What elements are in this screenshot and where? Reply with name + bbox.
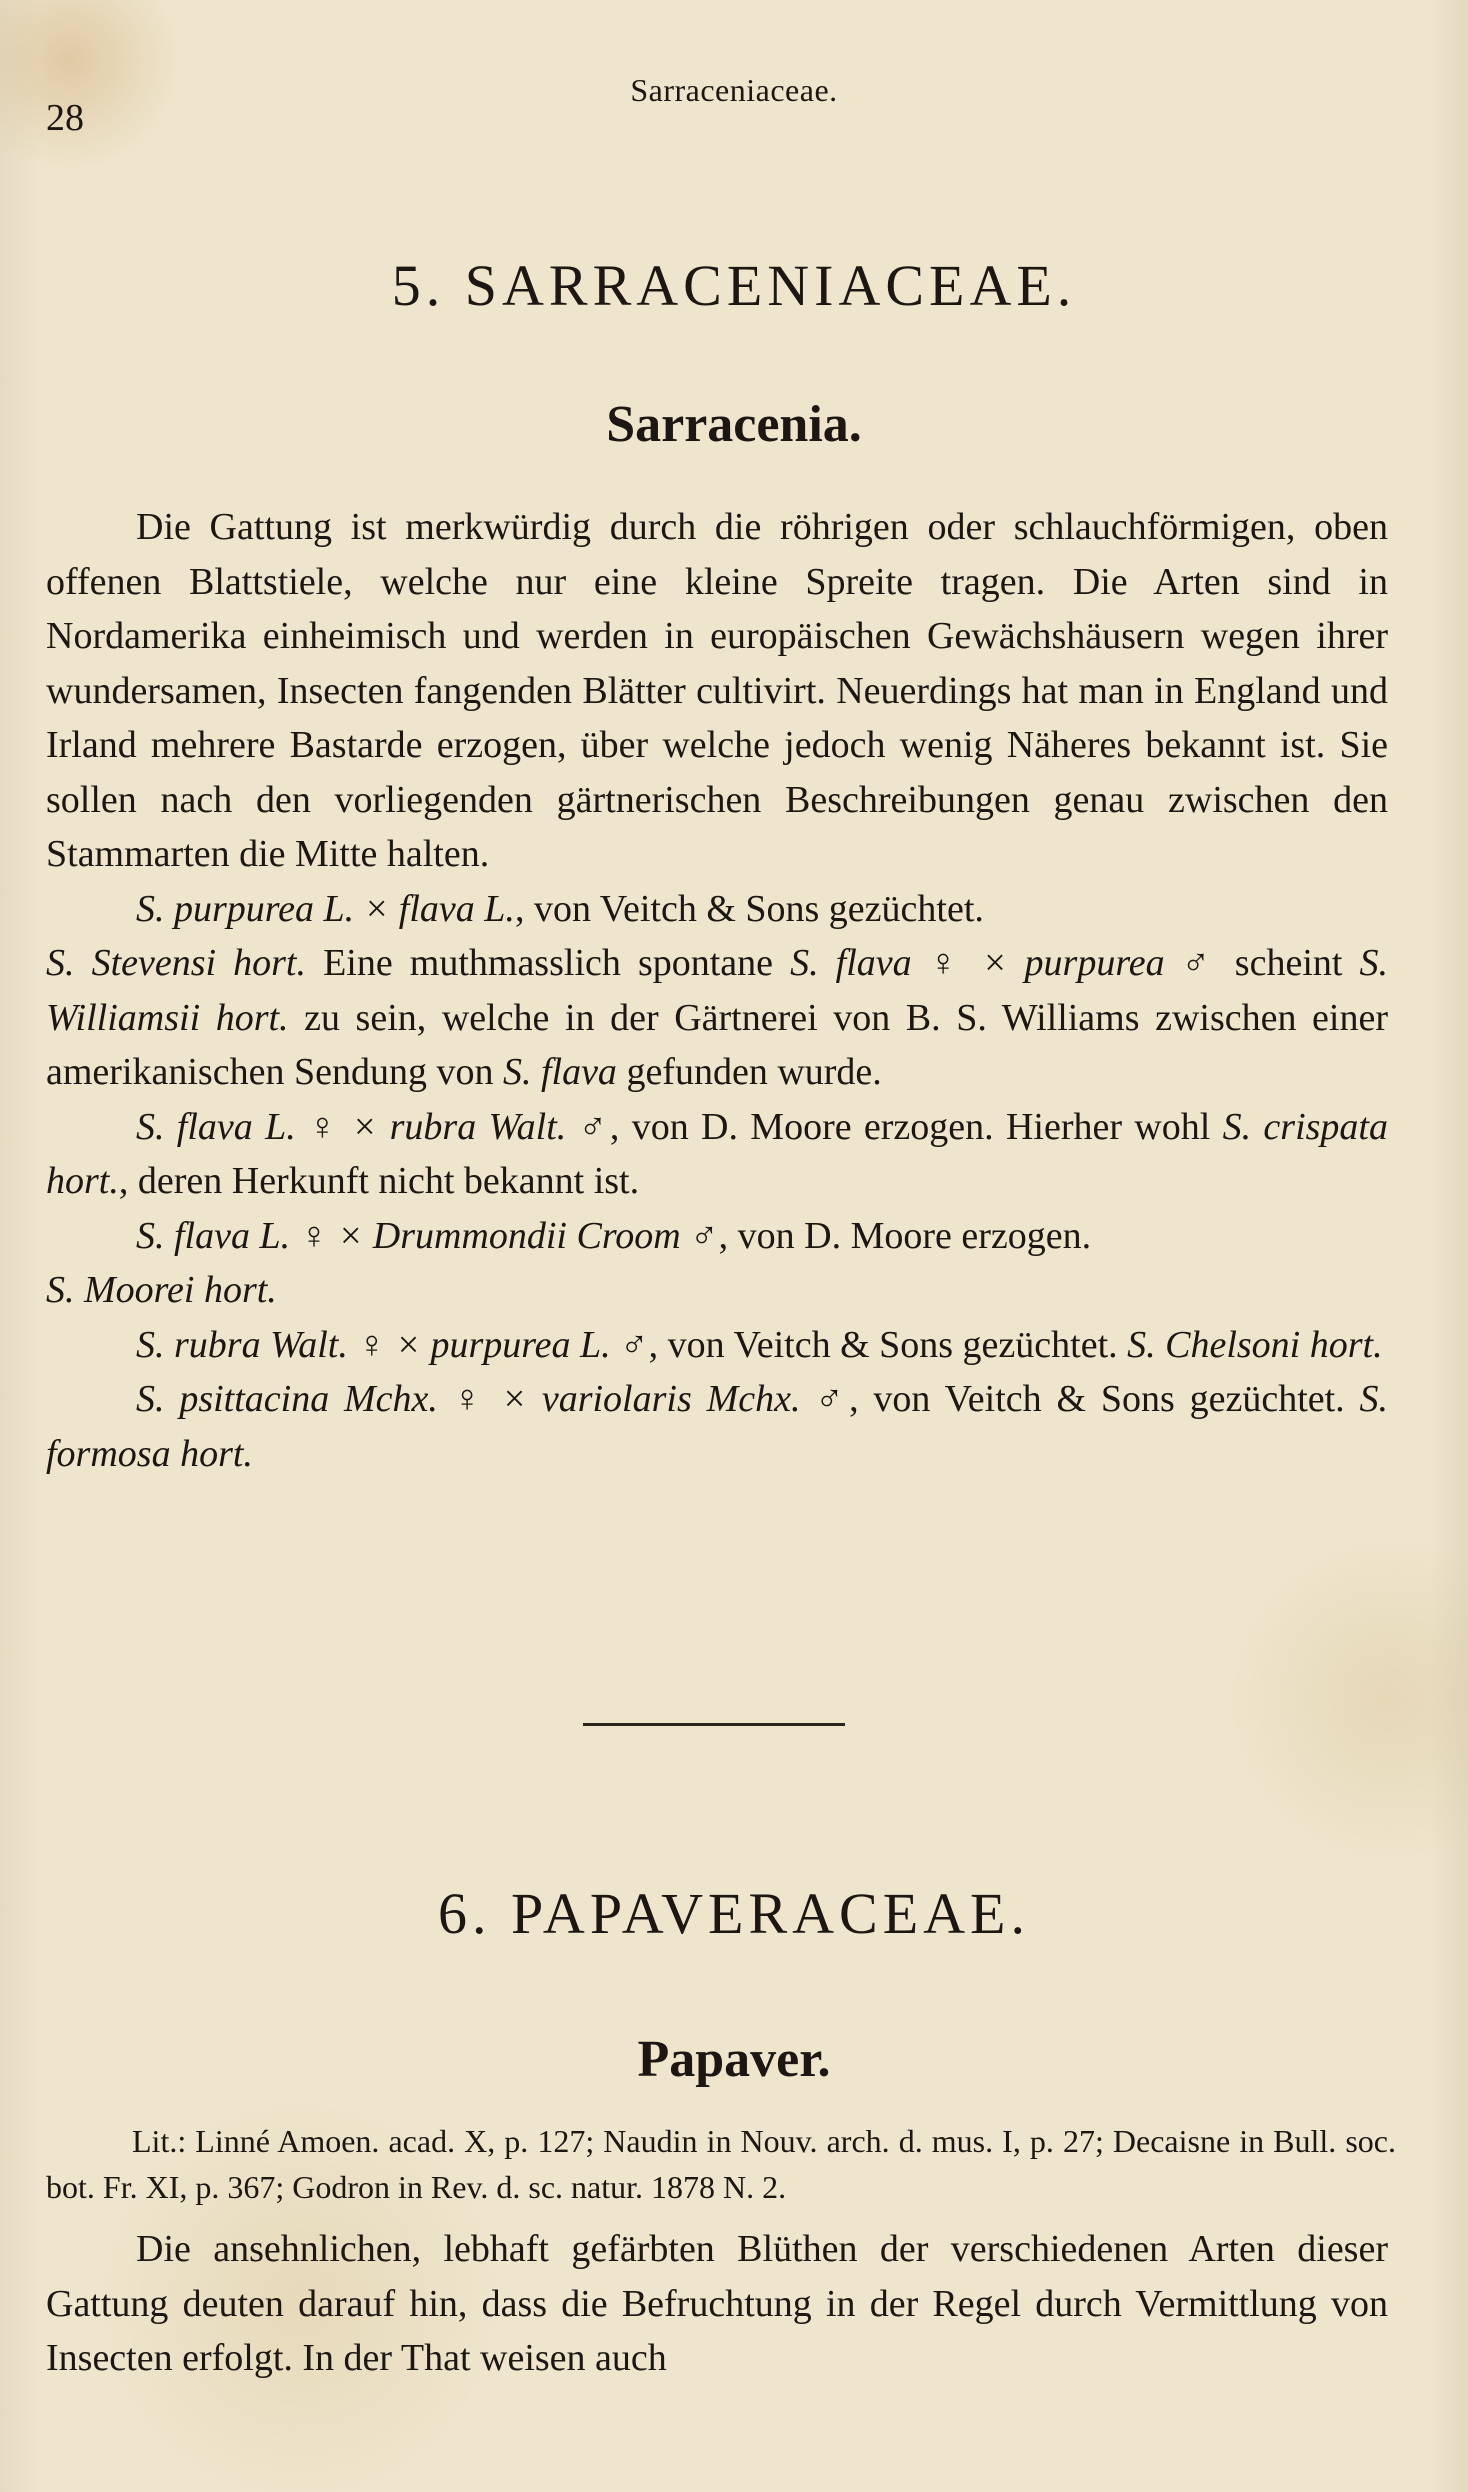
hybrid-name: S. Moorei hort.	[46, 1269, 277, 1311]
section-heading-papaveraceae: 6. PAPAVERACEAE.	[438, 1881, 1030, 1946]
literature-citation: Lit.: Linné Amoen. acad. X, p. 127; Naudin in Nouv. arch. d. mus. I, p. 27; Decaisne in Bull. soc. bot. Fr. XI, p. 367; Godron in Rev. d. sc. natur. 1878 N. 2.	[46, 2123, 1396, 2205]
hybrid-cross: S. purpurea L. × flava L.	[136, 887, 515, 930]
sarracenia-text-block	[46, 500, 1388, 1481]
hybrid-cross: S. flava L. ♀ × rubra Walt. ♂	[136, 1105, 610, 1148]
hybrid-name: S. Stevensi hort.	[46, 942, 306, 984]
hybrid-entry-flava-drummondii: S. flava L. ♀ × Drummondii Croom ♂, von D. Moore erzogen.	[136, 1214, 1092, 1257]
hybrid-name: S. Chelsoni hort.	[1127, 1323, 1383, 1366]
page-number: 28	[46, 97, 84, 139]
species-name: S. flava	[502, 1051, 617, 1093]
hybrid-entry-rubra-purpurea: S. rubra Walt. ♀ × purpurea L. ♂, von Veitch & Sons gezüchtet. S. Chelsoni hort.	[136, 1323, 1383, 1366]
hybrid-cross: S. flava L. ♀ × Drummondii Croom ♂	[136, 1214, 719, 1257]
hybrid-cross: S. psittacina Mchx. ♀ × variolaris Mchx. ♂	[136, 1378, 850, 1420]
genus-heading-papaver: Papaver.	[637, 2031, 831, 2088]
running-head: Sarraceniaceae.	[630, 72, 838, 108]
hybrid-name: S. crispata hort.	[46, 1105, 1388, 1202]
papaver-intro: Die ansehnlichen, lebhaft gefärbten Blüthen der verschiedenen Arten dieser Gattung deuten darauf hin, dass die Befruchtung in der Regel durch Vermittlung von Insecten erfolgt. In der That weisen auch	[46, 2228, 1388, 2379]
hybrid-cross: S. flava ♀ × purpurea ♂	[790, 942, 1218, 984]
hybrid-name: S. formosa hort.	[46, 1378, 1388, 1475]
hybrid-entry-purpurea-flava	[46, 882, 1388, 937]
hybrid-entry-psittacina-variolaris: S. psittacina Mchx. ♀ × variolaris Mchx. ♂, von Veitch & Sons gezüchtet. S. formosa hort.	[46, 1378, 1388, 1475]
hybrid-breeder: , von Veitch & Sons gezüchtet.	[514, 887, 984, 930]
hybrid-note-stevensi: S. Stevensi hort. Eine muthmasslich spontane S. flava ♀ × purpurea ♂ scheint S. Williamsii hort. zu sein, welche in der Gärtnerei von B. S. Williams zwischen einer amerikanischen Sendung von S. flava gefunden wurde.	[46, 942, 1389, 1093]
hybrid-name: S. Williamsii hort.	[46, 942, 1389, 1039]
hybrid-cross: S. rubra Walt. ♀ × purpurea L. ♂	[136, 1323, 649, 1366]
section-heading-sarraceniaceae: 5. SARRACENIACEAE.	[391, 253, 1077, 318]
sarracenia-intro: Die Gattung ist merkwürdig durch die röhrigen oder schlauchförmigen, oben offenen Blattstiele, welche nur eine kleine Spreite tragen. Die Arten sind in Nordamerika einheimisch und werden in europäischen Gewächshäusern wegen ihrer wundersamen, Insecten fangenden Blätter cultivirt. Neuerdings hat man in England und Irland mehrere Bastarde erzogen, über welche jedoch wenig Näheres bekannt ist. Sie sollen nach den vorliegenden gärtnerischen Beschreibungen genau zwischen den Stammarten die Mitte halten.	[46, 506, 1388, 875]
hybrid-name-line	[46, 1263, 1388, 1318]
section-divider	[583, 1723, 845, 1726]
hybrid-entry-flava-rubra: S. flava L. ♀ × rubra Walt. ♂, von D. Moore erzogen. Hierher wohl S. crispata hort., deren Herkunft nicht bekannt ist.	[46, 1105, 1388, 1202]
literature-block	[46, 2118, 1396, 2210]
genus-heading-sarracenia: Sarracenia.	[606, 396, 862, 453]
papaver-text-block	[46, 2222, 1388, 2386]
